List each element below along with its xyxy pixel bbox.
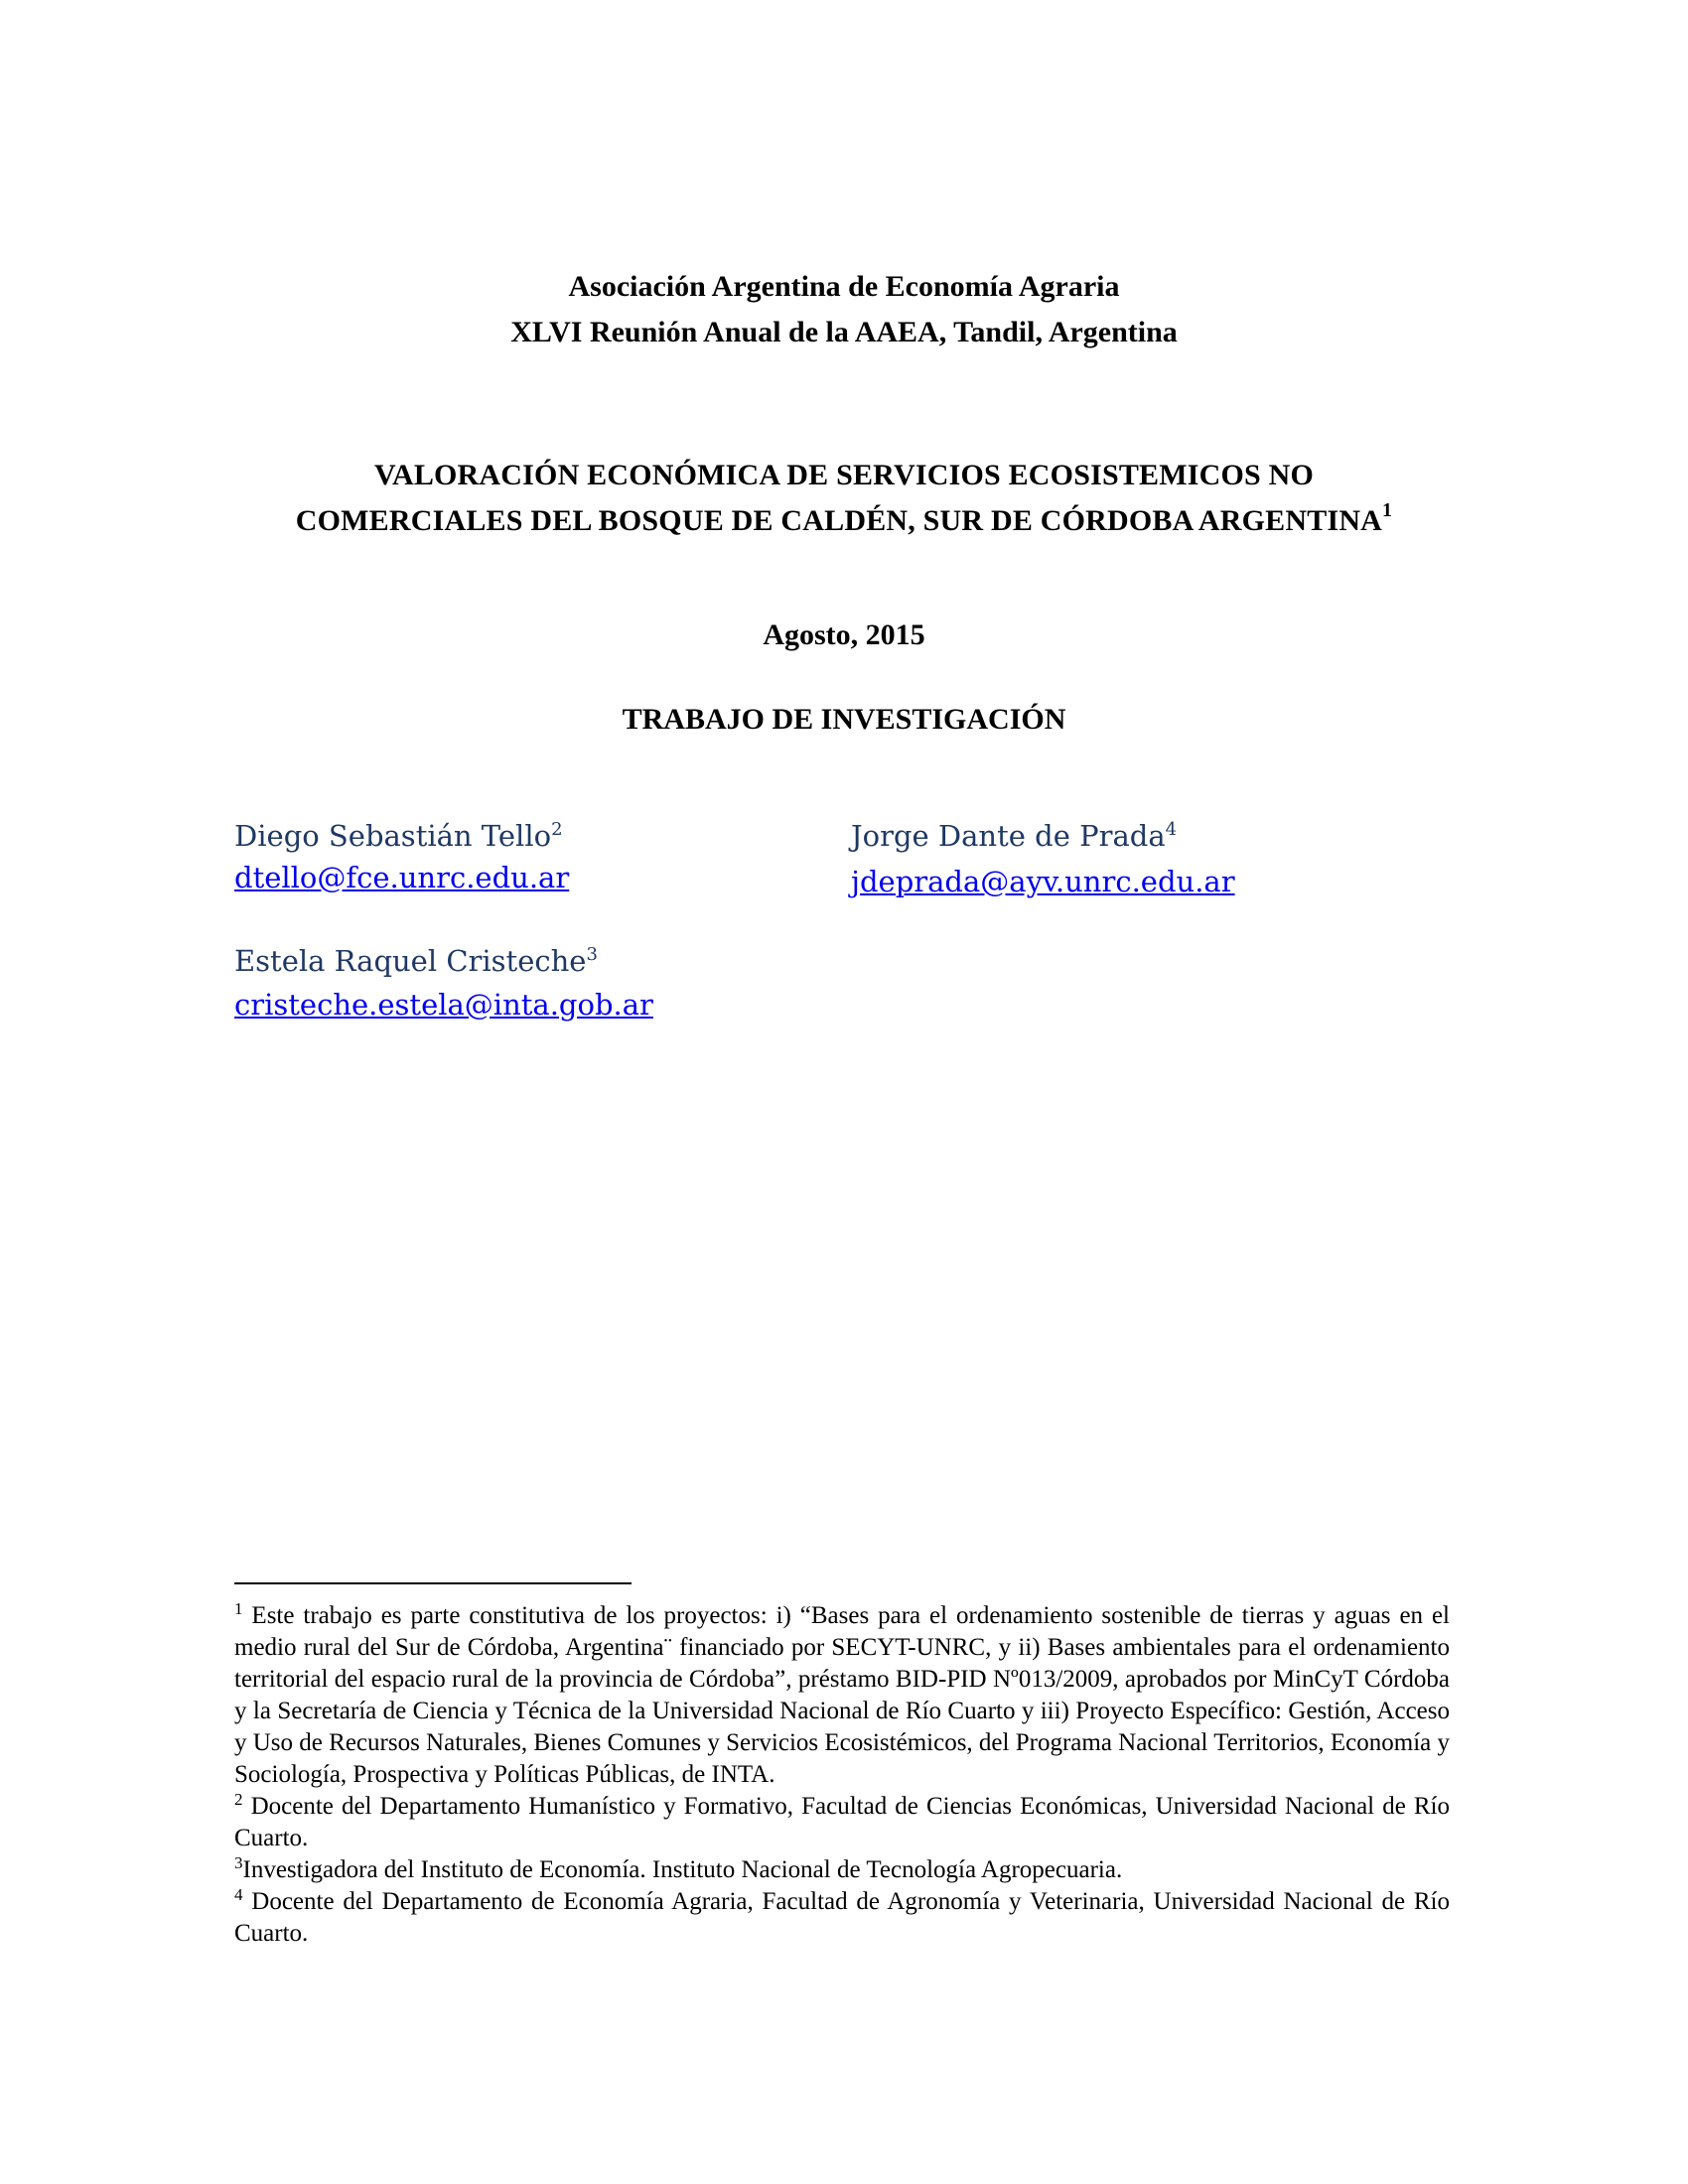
association-name: Asociación Argentina de Economía Agraria	[568, 270, 1120, 303]
footnote	[234, 1791, 1450, 1854]
author-name-text: Diego Sebastián Tello	[234, 819, 552, 853]
footnote-separator	[234, 1582, 632, 1584]
author-email-link[interactable]: dtello@fce.unrc.edu.ar	[234, 861, 570, 894]
author-name-text: Estela Raquel Cristeche	[234, 944, 587, 978]
paper-title-line-2	[0, 498, 1688, 544]
author-block	[234, 816, 569, 897]
work-type: TRABAJO DE INVESTIGACIÓN	[622, 703, 1066, 736]
footnote-text: Docente del Departamento de Economía Agraria, Facultad de Agronomía y Veterinaria, Universidad Nacional de Río Cuarto.	[234, 1888, 1450, 1947]
author-footnote-mark: 4	[1165, 819, 1178, 840]
author-block	[234, 941, 653, 1024]
footnote	[234, 1600, 1450, 1791]
author-email-link[interactable]: cristeche.estela@inta.gob.ar	[234, 988, 653, 1022]
paper-title-line-2-text: COMERCIALES DEL BOSQUE DE CALDÉN, SUR DE CÓRDOBA ARGENTINA	[295, 504, 1383, 537]
footnote-text: Docente del Departamento Humanístico y Formativo, Facultad de Ciencias Económicas, Universidad Nacional de Río Cuarto.	[234, 1793, 1450, 1851]
footnote-text: Investigadora del Instituto de Economía. Instituto Nacional de Tecnología Agropecuaria.	[242, 1856, 1123, 1883]
author-block	[851, 816, 1235, 901]
author-name	[234, 941, 653, 981]
title-footnote-mark[interactable]: 1	[1382, 499, 1393, 521]
footnote-text: Este trabajo es parte constitutiva de los proyectos: i) “Bases para el ordenamiento sostenible de tierras y aguas en el medio rural del Sur de Córdoba, Argentina¨ financiado por SECYT-UNRC, y ii) Bases ambientales para el ordenamiento territorial del espacio rural de la provincia de Córdoba”, préstamo BID-PID Nº013/2009, aprobados por MinCyT Córdoba y la Secretaría de Ciencia y Técnica de la Universidad Nacional de Río Cuarto y iii) Proyecto Específico: Gestión, Acceso y Uso de Recursos Naturales, Bienes Comunes y Servicios Ecosistémicos, del Programa Nacional Territorios, Economía y Sociología, Prospectiva y Políticas Públicas, de INTA.	[234, 1602, 1450, 1788]
footnotes	[234, 1600, 1450, 1950]
meeting-name: XLVI Reunión Anual de la AAEA, Tandil, Argentina	[510, 316, 1178, 348]
author-name	[851, 816, 1235, 856]
paper-title-line-1: VALORACIÓN ECONÓMICA DE SERVICIOS ECOSISTEMICOS NO	[373, 459, 1315, 491]
author-name-text: Jorge Dante de Prada	[851, 819, 1166, 853]
author-name	[234, 816, 569, 856]
footnote-mark: 4	[234, 1885, 243, 1904]
footnote-mark: 2	[234, 1790, 243, 1809]
paper-date: Agosto, 2015	[763, 618, 925, 651]
footnote-mark: 1	[234, 1599, 243, 1618]
footnote	[234, 1886, 1450, 1950]
footnote	[234, 1854, 1450, 1886]
author-footnote-mark: 3	[586, 944, 598, 965]
footnote-mark: 3	[234, 1853, 243, 1872]
author-email-link[interactable]: jdeprada@ayv.unrc.edu.ar	[851, 865, 1235, 898]
author-footnote-mark: 2	[551, 819, 563, 840]
